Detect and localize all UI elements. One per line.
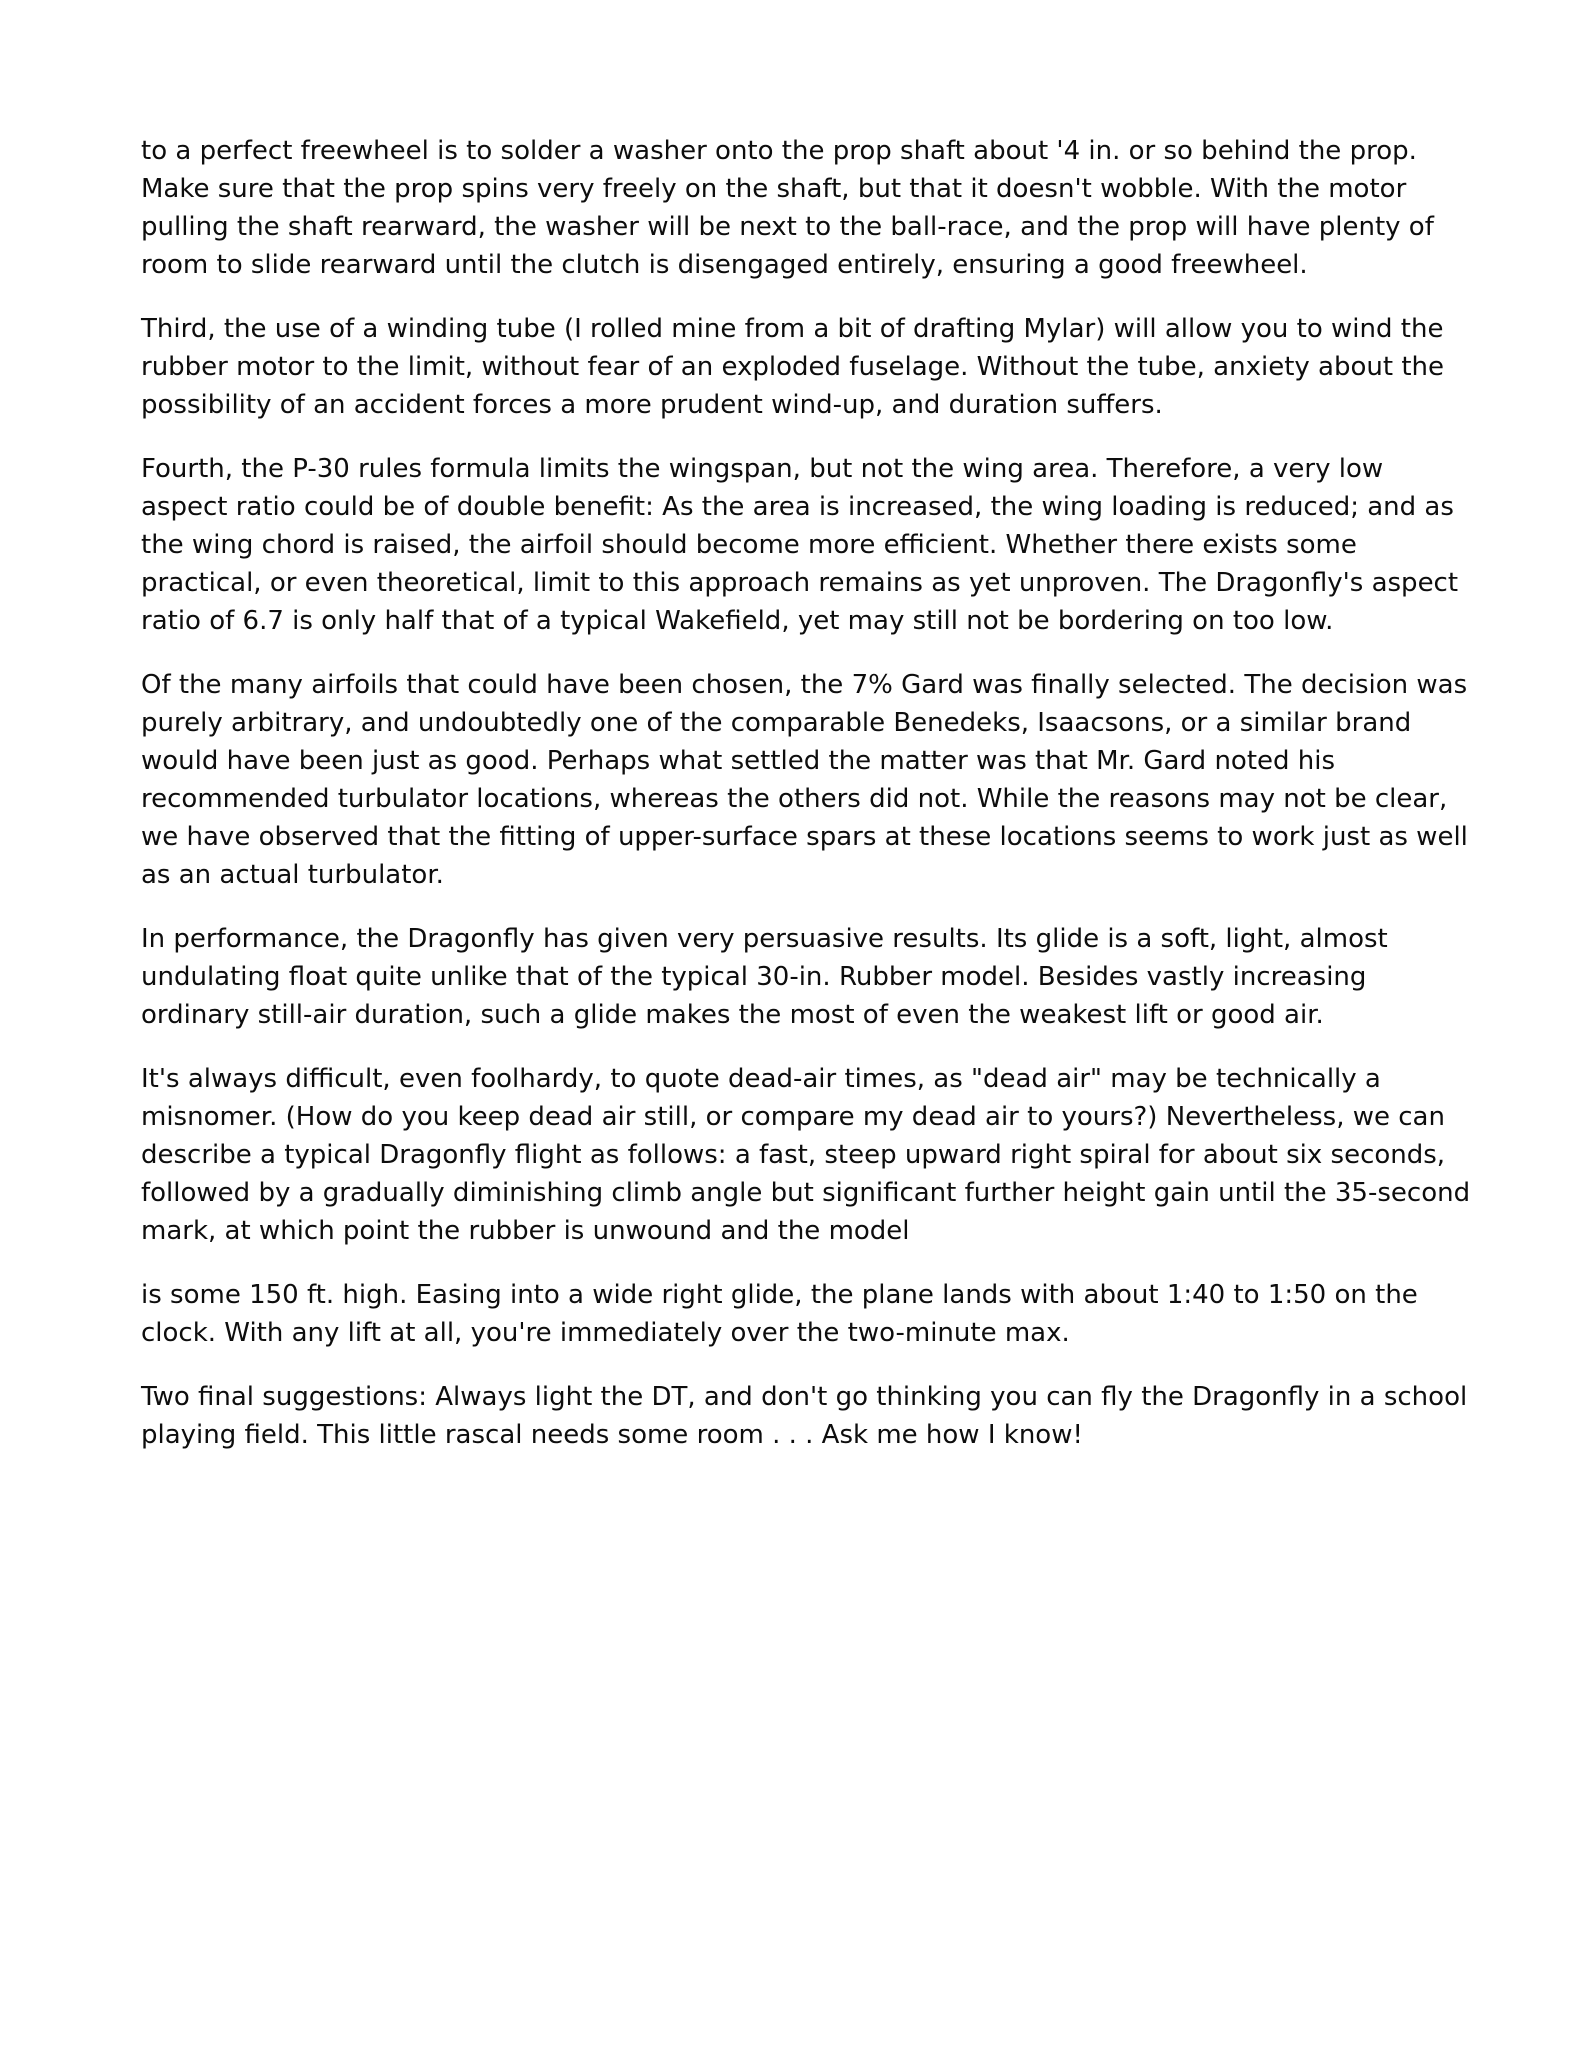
paragraph-freewheel: to a perfect freewheel is to solder a washer onto the prop shaft about '4 in. or so behind the prop. Make sure that the prop spins very freely on the shaft, but that it doesn't wobble. With the motor pulling the shaft rearward, the washer will be next to the ball-race, and the prop will have plenty of room to slide rearward until the clutch is disengaged entirely, ensuring a good freewheel. xyxy=(141,136,1434,280)
paragraph-performance: In performance, the Dragonfly has given very persuasive results. Its glide is a soft, light, almost undulating float quite unlike that of the typical 30-in. Rubber model. Besides vastly increasing ordinary still-air duration, such a glide makes the most of even the weakest lift or good air. xyxy=(141,924,1388,1030)
paragraph-final-suggestions: Two final suggestions: Always light the DT, and don't go thinking you can fly the Dragonfly in a school playing field. This little rascal needs some room . . . Ask me how I know! xyxy=(141,1382,1468,1450)
article-body xyxy=(141,132,1473,1480)
paragraph-aspect-ratio: Fourth, the P-30 rules formula limits the wingspan, but not the wing area. Therefore, a very low aspect ratio could be of double benefit: As the area is increased, the wing loading is reduced; and as the wing chord is raised, the airfoil should become more efficient. Whether there exists some practical, or even theoretical, limit to this approach remains as yet unproven. The Dragonfly's aspect ratio of 6.7 is only half that of a typical Wakefield, yet may still not be bordering on too low. xyxy=(141,454,1459,636)
paragraph-winding-tube: Third, the use of a winding tube (I rolled mine from a bit of drafting Mylar) will allow you to wind the rubber motor to the limit, without fear of an exploded fuselage. Without the tube, anxiety about the possibility of an accident forces a more prudent wind-up, and duration suffers. xyxy=(141,314,1444,420)
paragraph-airfoil-selection: Of the many airfoils that could have been chosen, the 7% Gard was finally selected. The decision was purely arbitrary, and undoubtedly one of the comparable Benedeks, Isaacsons, or a similar brand would have been just as good. Perhaps what settled the matter was that Mr. Gard noted his recommended turbulator locations, whereas the others did not. While the reasons may not be clear, we have observed that the fitting of upper-surface spars at these locations seems to work just as well as an actual turbulator. xyxy=(141,670,1468,890)
paragraph-glide-landing: is some 150 ft. high. Easing into a wide right glide, the plane lands with about 1:40 to 1:50 on the clock. With any lift at all, you're immediately over the two-minute max. xyxy=(141,1280,1418,1348)
paragraph-dead-air: It's always difficult, even foolhardy, to quote dead-air times, as "dead air" may be technically a misnomer. (How do you keep dead air still, or compare my dead air to yours?) Nevertheless, we can describe a typical Dragonfly flight as follows: a fast, steep upward right spiral for about six seconds, followed by a gradually diminishing climb angle but significant further height gain until the 35-second mark, at which point the rubber is unwound and the model xyxy=(141,1064,1471,1246)
